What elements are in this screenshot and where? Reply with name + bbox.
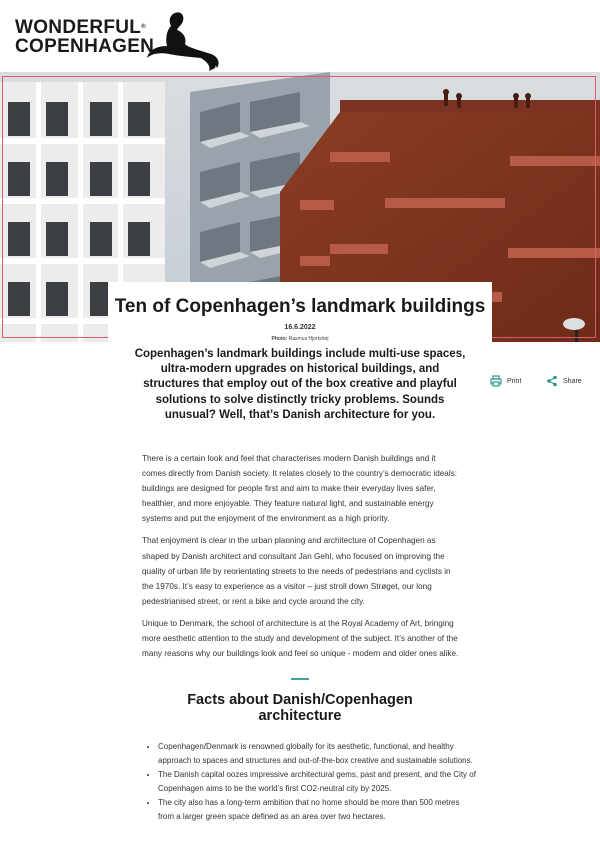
- logo-line-2: COPENHAGEN: [15, 36, 155, 57]
- logo-line-1-text: WONDERFUL: [15, 17, 142, 38]
- print-label: Print: [507, 377, 522, 385]
- photo-credit: [0, 336, 600, 342]
- little-mermaid-icon: [143, 10, 223, 72]
- site-logo[interactable]: [15, 10, 225, 72]
- article-title-card: [108, 282, 492, 344]
- page-title: Ten of Copenhagen’s landmark buildings: [114, 296, 486, 317]
- article-body: [142, 451, 460, 668]
- body-paragraph: That enjoyment is clear in the urban planning and architecture of Copenhagen as shaped by Danish architect and consultant Jan Gehl, who focused on improving the quality of urban life by reorientating streets to the needs of pedestrians and cyclists in the 1970s. It’s easy to experience as a visitor – just stroll down Strøget, our long pedestrianised street, or rent a bike and cycle around the city.: [142, 536, 451, 606]
- article-date: 16.6.2022: [284, 324, 316, 331]
- list-item: • The Danish capital oozes impressive architectural gems, past and present, and the City of Copenhagen aims to be the world’s first CO2-neutral city by 2025.: [158, 768, 476, 795]
- share-button[interactable]: [546, 375, 582, 387]
- body-paragraph: Unique to Denmark, the school of architecture is at the Royal Academy of Art, bringing more aesthetic attention to the study and development of the subject. It’s another of the many reasons why our buildings look and feel so unique - modern and older ones alike.: [142, 618, 459, 659]
- facts-heading: Facts about Danish/Copenhagen architecture: [187, 692, 413, 724]
- section-divider: [291, 678, 309, 680]
- body-paragraph: There is a certain look and feel that characterises modern Danish buildings and it comes directly from Danish society. It relates closely to the country’s democratic ideals: buildings are designed for people first and aim to make their everyday lives safer, healthier, and more enjoyable. They feature natural light, and sustainable energy systems and put the enjoyment of the environment as a high priority.: [142, 454, 458, 524]
- printer-icon: [490, 375, 502, 387]
- logo-wordmark: [15, 18, 154, 56]
- list-item: • The city also has a long-term ambition that no home should be more than 500 metres from a larger green space defined as an area over two hectares.: [158, 796, 476, 823]
- share-icon: [546, 375, 558, 387]
- logo-line-1: [15, 18, 154, 37]
- logo-tm: ®: [141, 24, 146, 30]
- facts-list: [142, 740, 476, 824]
- photo-credit-name: Rasmus Hjortshøj: [288, 336, 329, 342]
- share-label: Share: [563, 377, 582, 385]
- list-item: • Copenhagen/Denmark is renowned globally for its aesthetic, functional, and healthy approach to spaces and structures and out-of-the-box creative and sustainable solutions.: [158, 740, 476, 767]
- print-button[interactable]: [490, 375, 521, 387]
- article-lead: Copenhagen’s landmark buildings include multi-use spaces, ultra-modern upgrades on historical buildings, and structures that employ out of the box creative and playful solutions to solve distinctly tricky problems. Sounds unusual? Well, that’s Danish architecture for you.: [134, 348, 466, 421]
- photo-credit-label: Photo:: [271, 336, 288, 342]
